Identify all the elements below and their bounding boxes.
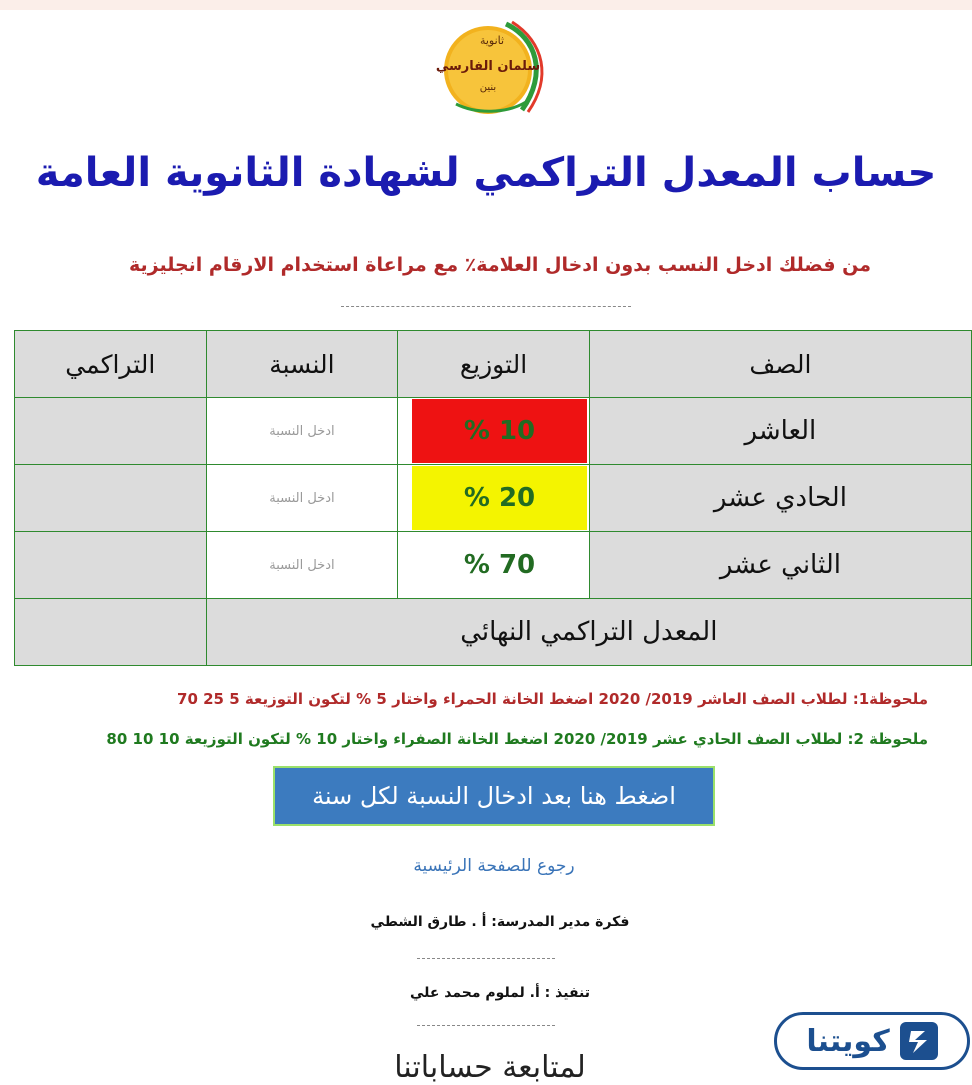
table-row [15,465,972,532]
distribution-select-tenth[interactable]: % 10 [412,399,587,463]
credit-idea: فكرة مدير المدرسة: أ . طارق الشطي [370,914,630,930]
distribution-value-twelfth: % 70 [412,533,587,597]
header-cumulative: التراكمي [15,331,207,398]
follow-us-text: لمتابعة حساباتنا [394,1050,586,1085]
header-distribution: التوزيع [398,331,590,398]
divider [417,1025,555,1026]
distribution-cell [398,398,590,465]
logo-line1: ثانوية [479,34,505,47]
instruction-text: من فضلك ادخل النسب بدون ادخال العلامة٪ مع مراعاة استخدام الارقام انجليزية [128,254,872,276]
distribution-select-eleventh[interactable]: % 20 [412,466,587,530]
top-strip [0,0,972,10]
percentage-input-eleventh[interactable]: ادخل النسبة [206,465,398,532]
note-eleventh-grade: ملحوظة 2: لطلاب الصف الحادي عشر 2019/ 2020 اضغط الخانة الصفراء واختار 10 % لتكون التوزيعة 10 10 80 [106,730,928,748]
grade-twelfth: الثاني عشر [589,532,971,599]
credit-implementation: تنفيذ : أ. لملوم محمد علي [409,985,590,1001]
divider [417,958,555,959]
final-average-label: المعدل التراكمي النهائي [206,599,971,666]
grade-tenth: العاشر [589,398,971,465]
cumulative-tenth [15,398,207,465]
divider [341,306,631,307]
cumulative-eleventh [15,465,207,532]
lightning-icon [900,1022,938,1060]
final-average-value [15,599,207,666]
logo-line2: سلمان الفارسي [436,59,541,74]
distribution-cell [398,465,590,532]
calculate-button[interactable]: اضغط هنا بعد ادخال النسبة لكل سنة [273,766,715,826]
header-percentage: النسبة [206,331,398,398]
grade-table [14,330,972,666]
logo-line3: بنين [479,82,497,93]
home-link[interactable]: رجوع للصفحة الرئيسية [413,856,575,876]
page-title: حساب المعدل التراكمي لشهادة الثانوية العامة [35,150,937,196]
grade-eleventh: الحادي عشر [589,465,971,532]
table-row [15,532,972,599]
percentage-input-tenth[interactable]: ادخل النسبة [206,398,398,465]
cumulative-twelfth [15,532,207,599]
table-row [15,398,972,465]
final-row [15,599,972,666]
percentage-input-twelfth[interactable]: ادخل النسبة [206,532,398,599]
distribution-cell [398,532,590,599]
table-header-row [15,331,972,398]
school-logo [436,18,554,118]
watermark-text: كويتنا [806,1023,890,1059]
watermark-logo [774,1012,970,1070]
header-grade: الصف [589,331,971,398]
note-tenth-grade: ملحوظة1: لطلاب الصف العاشر 2019/ 2020 اضغط الخانة الحمراء واختار 5 % لتكون التوزيعة 5 25 70 [177,690,928,708]
